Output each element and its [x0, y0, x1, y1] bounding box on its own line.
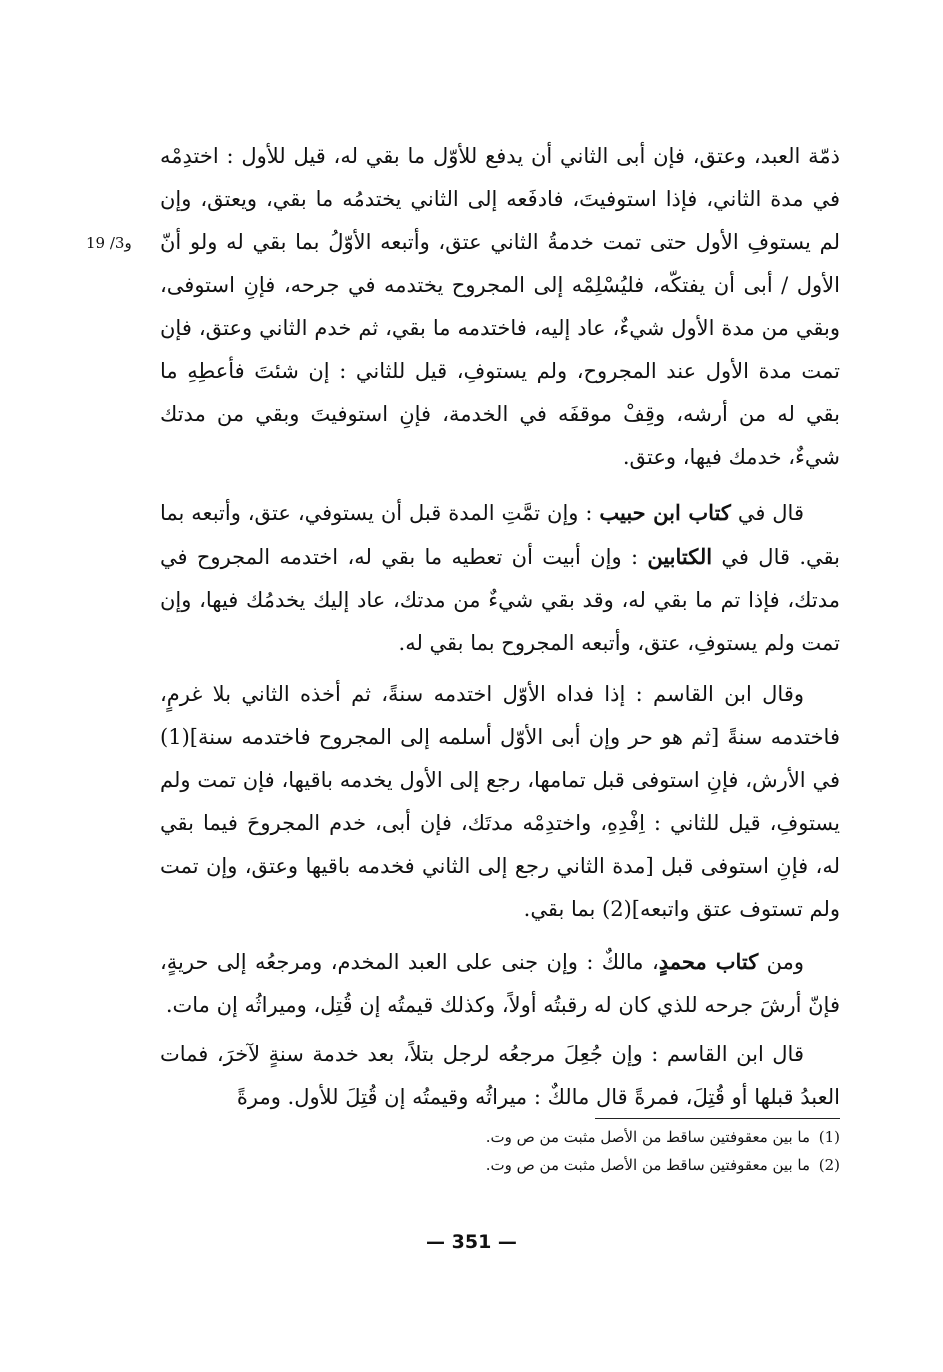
paragraph-4-text — [160, 940, 840, 1027]
footnote-1-text: ما بين معقوفتين ساقط من الأصل مثبت من ص وت. — [485, 1128, 810, 1146]
footnote-2 — [380, 1151, 840, 1179]
paragraph-4 — [160, 940, 840, 1027]
paragraph-4-prefix: ومن — [758, 950, 804, 974]
footnotes — [380, 1123, 840, 1179]
footnote-1-marker: (1) — [818, 1128, 840, 1146]
paragraph-2-middle: : وإن تمَّتِ المدة قبل أن يستوفي، عتق، وأتبعه بما بقي. قال في — [160, 501, 840, 569]
paragraph-2-rest: : وإن أبيت أن تعطيه ما بقي له، اختدمه المجروح في مدتك، فإذا تم ما بقي له، وقد بقي شيءٌ من مدتك، عاد إليك يخدمُك فيها، وإن تمت ولم يستوفِ، عتق، وأتبعه المجروح بما بقي له. — [160, 545, 840, 655]
page-number: — 351 — — [426, 1231, 517, 1253]
footnote-2-text: ما بين معقوفتين ساقط من الأصل مثبت من ص وت. — [485, 1156, 810, 1174]
paragraph-1 — [160, 135, 840, 479]
paragraph-3 — [160, 673, 840, 931]
book-title-ibn-habib: كتاب ابن حبيب — [599, 500, 731, 525]
paragraph-2 — [160, 491, 840, 665]
paragraph-2-prefix: قال في — [730, 501, 804, 525]
paragraph-2-text — [160, 491, 840, 665]
paragraph-5 — [160, 1033, 840, 1119]
paragraph-5-text: قال ابن القاسم : وإن جُعِلَ مرجعُه لرجل بتلاً، بعد خدمة سنةٍ لآخرَ، فمات العبدُ قبلها أو قُتِلَ، فمرةً قال مالكٌ : ميراثُه وقيمتُه إن قُتِلَ للأول. ومرةً — [160, 1042, 840, 1109]
paragraph-4-rest: ، مالكٌ : وإن جنى على العبد المخدم، ومرجعُه إلى حريةٍ، فإنّ أرشَ جرحه للذي كان له رقبتُه أولاً، وكذلك قيمتُه إن قُتِل، وميراثُه إن مات. — [160, 950, 840, 1017]
footnote-divider — [595, 1118, 840, 1119]
footnote-1 — [380, 1123, 840, 1151]
footnote-2-marker: (2) — [818, 1156, 840, 1174]
paragraph-1-text: ذمّة العبد، وعتق، فإن أبى الثاني أن يدفع للأوّل ما بقي له، قيل للأول : اختدِمْه في مدة الثاني، فإذا استوفيتَ، فادفَعه إلى الثاني يختدمُه ما بقي، ويعتق، وإن لم يستوفِ الأول حتى تمت خدمةُ الثاني عتق، وأتبعه الأوّلُ بما بقي له ولو أنّ الأول / أبى أن يفتكّه، فليُسْلِمْه إلى المجروح يختدمه في جرحه، فإنِ استوفى، وبقي من مدة الأول شيءٌ، عاد إليه، فاختدمه ما بقي، ثم خدم الثاني وعتق، فإن تمت مدة الأول عند المجروح، ولم يستوفِ، قيل للثاني : إن شئتَ فأعطِهِ ما بقي له من أرشه، وقِفْ موقفَه في الخدمة، فإنِ استوفيتَ وبقي من مدتك شيءٌ، خدمك فيها، وعتق. — [160, 144, 840, 469]
margin-folio-reference: 19 /3و — [86, 234, 132, 252]
book-title-kitabayn: الكتابين — [647, 544, 713, 569]
book-title-muhammad: كتاب محمدٍ — [658, 949, 759, 974]
paragraph-3-text: وقال ابن القاسم : إذا فداه الأوّل اختدمه سنةً، ثم أخذه الثاني بلا غرمٍ، فاختدمه سنةً [ثم هو حر وإن أبى الأوّل أسلمه إلى المجروح فاختدمه سنة](1) في الأرش، فإنِ استوفى قبل تمامها، رجع إلى الأول يخدمه باقيها، فإن تمت ولم يستوفِ، قيل للثاني : اِفْدِهِ، واختدِمْه مدتَك، فإن أبى، خدم المجروحَ فيما بقي له، فإنِ استوفى قبل [مدة الثاني رجع إلى الثاني فخدمه باقيها وعتق، وإن تمت ولم تستوف عتق واتبعه](2) بما بقي. — [160, 682, 840, 921]
